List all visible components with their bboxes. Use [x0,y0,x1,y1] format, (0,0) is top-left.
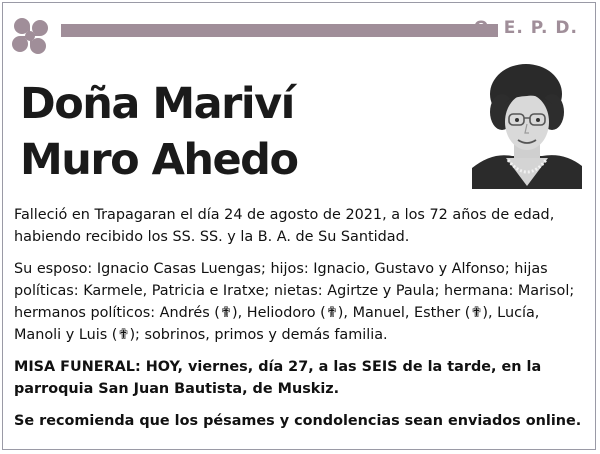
name-line2: Muro Ahedo [20,135,298,185]
deceased-name [20,76,440,188]
qepd-label: Q. E. P. D. [473,18,578,38]
death-notice: Falleció en Trapagaran el día 24 de agosto de 2021, a los 72 años de edad, habiendo recibido los SS. SS. y la B. A. de Su Santidad. [14,207,555,245]
portrait-photo [472,60,582,189]
header-rule [61,24,498,37]
lauburu-icon [4,10,56,62]
condolences-note: Se recomienda que los pésames y condolencias sean enviados online. [14,413,582,429]
obituary-text [14,204,584,442]
funeral-mass: MISA FUNERAL: HOY, viernes, día 27, a las SEIS de la tarde, en la parroquia San Juan Bautista, de Muskiz. [14,359,542,397]
name-line1: Doña Mariví [20,79,294,129]
family-list: Su esposo: Ignacio Casas Luengas; hijos: Ignacio, Gustavo y Alfonso; hijas políticas: Karmele, Patricia e Iratxe; nietas: Agirtze y Paula; hermana: Marisol; hermanos políticos: Andrés (✟), Heliodoro (✟), Manuel, Esther (✟), Lucía, Manoli y Luis (✟); sobrinos, primos y demás familia. [14,261,575,343]
